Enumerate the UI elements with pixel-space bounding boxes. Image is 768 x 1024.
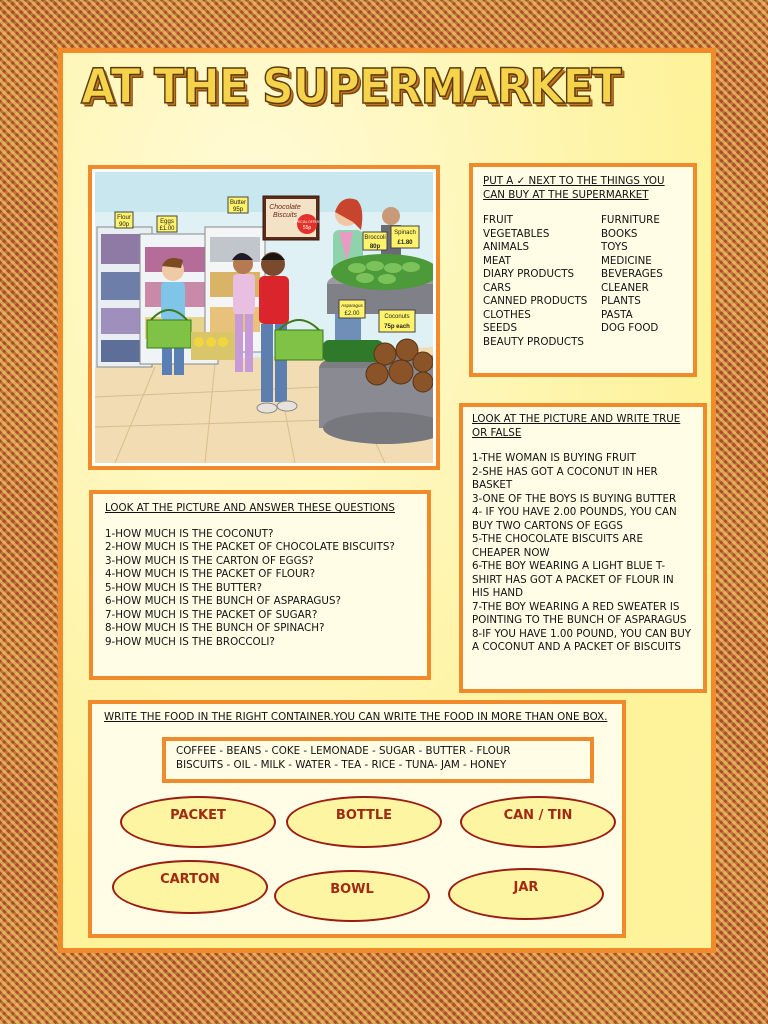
true-false-item: 2-SHE HAS GOT A COCONUT IN HER BASKET (472, 465, 658, 491)
checklist-item-fruit: FRUIT (483, 214, 513, 226)
checklist-item-diary-products: DIARY PRODUCTS (483, 268, 575, 280)
offer-price-label: 55p (302, 225, 312, 231)
question-item: 8-HOW MUCH IS THE BUNCH OF SPINACH? (105, 622, 325, 634)
containers-box (88, 700, 626, 938)
checklist-item-plants: PLANTS (601, 295, 641, 307)
question-item: 5-HOW MUCH IS THE BUTTER? (105, 581, 262, 594)
eggs-tag: Eggs (160, 219, 174, 225)
worksheet-page (58, 48, 716, 953)
packet-oval[interactable] (120, 796, 276, 848)
word-bank-line-2: BISCUITS - OIL - MILK - WATER - TEA - RICE - TUNA- JAM - HONEY (176, 758, 507, 771)
supermarket-illustration (95, 172, 433, 463)
containers-heading: WRITE THE FOOD IN THE RIGHT CONTAINER.YOU CAN WRITE THE FOOD IN MORE THAN ONE BOX. (104, 711, 608, 723)
question-item: 2-HOW MUCH IS THE PACKET OF CHOCOLATE BISCUITS? (105, 541, 395, 553)
asparagus-price-tag: £2.00 (344, 311, 360, 317)
can-tin-label: CAN / TIN (503, 808, 573, 823)
true-false-item: 1-THE WOMAN IS BUYING FRUIT (472, 452, 636, 464)
coconuts-price-tag: 75p each (384, 324, 410, 330)
checklist-heading: PUT A ✓ NEXT TO THE THINGS YOU CAN BUY AT THE SUPERMARKET (483, 175, 665, 201)
question-item: 1-HOW MUCH IS THE COCONUT? (105, 527, 274, 540)
questions-box (89, 490, 431, 680)
special-offer-label: SPECIAL OFFER! (294, 220, 320, 224)
checklist-item-dog-food: DOG FOOD (601, 322, 659, 334)
checklist-item-books: BOOKS (601, 227, 638, 240)
bottle-label: BOTTLE (335, 808, 393, 823)
checklist-item-furniture: FURNITURE (601, 214, 660, 226)
question-item: 7-HOW MUCH IS THE PACKET OF SUGAR? (105, 608, 318, 621)
checklist-item-clothes: CLOTHES (483, 308, 531, 321)
true-false-item: 8-IF YOU HAVE 1.00 POUND, YOU CAN BUY A COCONUT AND A PACKET OF BISCUITS (472, 627, 692, 653)
word-bank (162, 737, 594, 783)
eggs-price-tag: £1.00 (159, 226, 175, 232)
flour-tag: Flour (117, 215, 131, 221)
butter-price-tag: 95p (232, 207, 244, 213)
question-item: 3-HOW MUCH IS THE CARTON OF EGGS? (105, 554, 314, 567)
true-false-box (459, 403, 707, 693)
coconuts-tag: Coconuts (384, 314, 410, 320)
checklist-box (469, 163, 697, 377)
can-tin-oval[interactable] (460, 796, 616, 848)
true-false-item: 3-ONE OF THE BOYS IS BUYING BUTTER (472, 492, 677, 505)
bowl-oval[interactable] (274, 870, 430, 922)
flour-price-tag: 90p (118, 222, 130, 228)
jar-oval[interactable] (448, 868, 604, 920)
checklist-item-cars: CARS (483, 281, 511, 294)
question-item: 6-HOW MUCH IS THE BUNCH OF ASPARAGUS? (105, 595, 341, 607)
true-false-heading: LOOK AT THE PICTURE AND WRITE TRUE OR FALSE (472, 413, 681, 439)
bowl-label: BOWL (330, 882, 374, 897)
checklist-item-meat: MEAT (483, 254, 511, 267)
true-false-item: 5-THE CHOCOLATE BISCUITS ARE CHEAPER NOW (472, 533, 643, 559)
jar-label: JAR (513, 880, 539, 895)
checklist-item-medicine: MEDICINE (601, 254, 652, 267)
supermarket-picture-frame (88, 165, 440, 470)
checklist-item-toys: TOYS (601, 241, 628, 253)
bottle-oval[interactable] (286, 796, 442, 848)
true-false-item: 7-THE BOY WEARING A RED SWEATER IS POINTING TO THE BUNCH OF ASPARAGUS (472, 600, 687, 626)
question-item: 4-HOW MUCH IS THE PACKET OF FLOUR? (105, 568, 316, 580)
broccoli-price-tag: 80p (369, 244, 381, 250)
broccoli-tag: Broccoli (364, 235, 386, 241)
checklist-item-canned-products: CANNED PRODUCTS (483, 295, 588, 307)
biscuits-sign-line1: Chocolate (269, 204, 301, 211)
checklist-item-beverages: BEVERAGES (601, 268, 663, 280)
true-false-item: 6-THE BOY WEARING A LIGHT BLUE T-SHIRT HAS GOT A PACKET OF FLOUR IN HIS HAND (472, 560, 674, 599)
packet-label: PACKET (170, 808, 226, 823)
biscuits-sign-line2: Biscuits (272, 212, 298, 219)
checklist-item-seeds: SEEDS (483, 322, 518, 334)
asparagus-tag: Asparagus (341, 303, 363, 308)
checklist-item-cleaner: CLEANER (601, 281, 649, 294)
questions-heading: LOOK AT THE PICTURE AND ANSWER THESE QUESTIONS (105, 502, 395, 514)
checklist-item-pasta: PASTA (601, 308, 633, 321)
carton-oval[interactable] (112, 860, 268, 914)
page-title: AT THE SUPERMARKET (81, 59, 621, 116)
checklist-item-animals: ANIMALS (483, 241, 529, 253)
spinach-price-tag: £1.80 (397, 240, 413, 246)
spinach-tag: Spinach (394, 230, 416, 236)
carton-label: CARTON (160, 872, 220, 887)
word-bank-line-1: COFFEE - BEANS - COKE - LEMONADE - SUGAR - BUTTER - FLOUR (176, 745, 511, 757)
question-item: 9-HOW MUCH IS THE BROCCOLI? (105, 635, 275, 648)
true-false-item: 4- IF YOU HAVE 2.00 POUNDS, YOU CAN BUY TWO CARTONS OF EGGS (472, 506, 677, 532)
butter-tag: Butter (229, 200, 247, 206)
checklist-item-beauty-products: BEAUTY PRODUCTS (483, 335, 584, 348)
checklist-item-vegetables: VEGETABLES (483, 227, 550, 240)
